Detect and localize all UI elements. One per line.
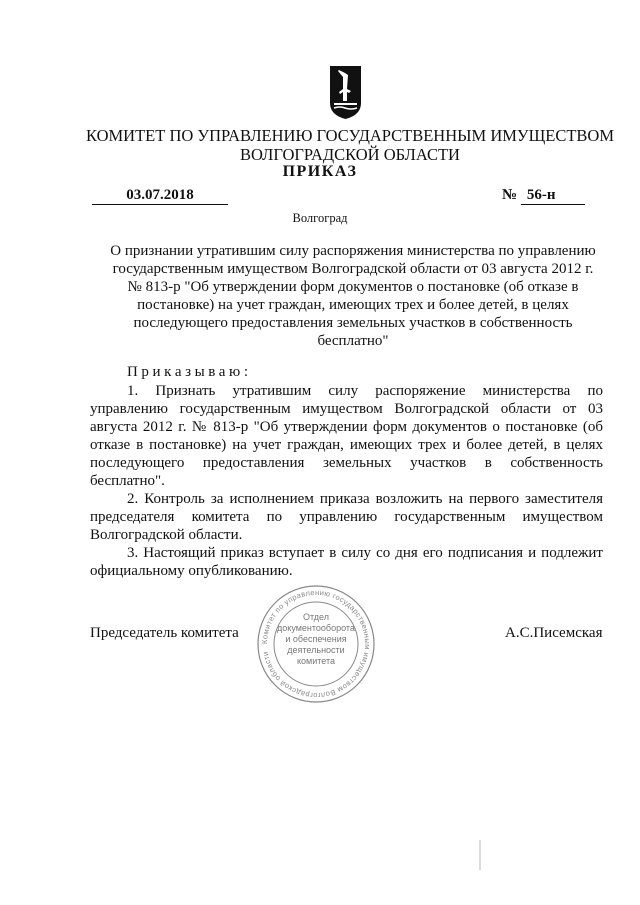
- stamp-line: комитета: [296, 656, 335, 666]
- stamp-line: документооборота: [277, 623, 355, 633]
- subject-line: № 813-р "Об утверждении форм документов о постановке (об отказе в: [127, 279, 579, 295]
- subject-line: бесплатно": [317, 333, 389, 349]
- document-body: [90, 363, 603, 580]
- document-number: [502, 186, 585, 205]
- stamp-ring-path: Комитет по управлению государственным имуществом Волгоградской области: [259, 587, 373, 701]
- signatory-name: А.С.Писемская: [505, 625, 603, 641]
- document-subject: [95, 242, 611, 350]
- org-line-1: КОМИТЕТ ПО УПРАВЛЕНИЮ ГОСУДАРСТВЕННЫМ ИМУЩЕСТВОМ: [85, 126, 614, 145]
- scan-mark-icon: [470, 840, 490, 870]
- subject-line: государственным имуществом Волгоградской области от 03 августа 2012 г.: [112, 261, 594, 277]
- city: Волгоград: [292, 211, 348, 225]
- order-item-2: 2. Контроль за исполнением приказа возложить на первого заместителя председателя комитета по управлению государственным имуществом Волгоградской области.: [90, 491, 603, 543]
- org-line-2: ВОЛГОГРАДСКОЙ ОБЛАСТИ: [240, 145, 460, 164]
- order-item-3: 3. Настоящий приказ вступает в силу со дня его подписания и подлежит официальному опубликованию.: [90, 545, 603, 579]
- number-value: 56-н: [521, 186, 585, 205]
- subject-line: последующего предоставления земельных участков в собственность: [133, 315, 573, 331]
- subject-line: постановке) на учет граждан, имеющих трех и более детей, в целях: [137, 297, 569, 313]
- document-date: 03.07.2018: [92, 186, 228, 205]
- order-item-1: 1. Признать утратившим силу распоряжение министерства по управлению государственным имуществом Волгоградской области от 03 августа 2012 г. № 813-р "Об утверждении форм документов о постановке (об отказе в постановке) на учет граждан, имеющих трех и более детей, в целях последующего предоставления земельных участков в собственность бесплатно".: [90, 383, 603, 489]
- document-type: ПРИКАЗ: [282, 163, 358, 180]
- stamp-line: и обеспечения: [285, 634, 347, 644]
- number-label: №: [502, 187, 518, 203]
- stamp-line: Отдел: [302, 612, 330, 622]
- stamp-inner-text: [255, 612, 377, 667]
- organization-name: [60, 126, 640, 164]
- coat-of-arms-icon: [329, 65, 362, 120]
- order-heading: Приказываю:: [127, 364, 252, 380]
- stamp-line: деятельности: [287, 645, 345, 655]
- subject-line: О признании утратившим силу распоряжения министерства по управлению: [110, 243, 596, 259]
- signatory-title: Председатель комитета: [90, 625, 239, 641]
